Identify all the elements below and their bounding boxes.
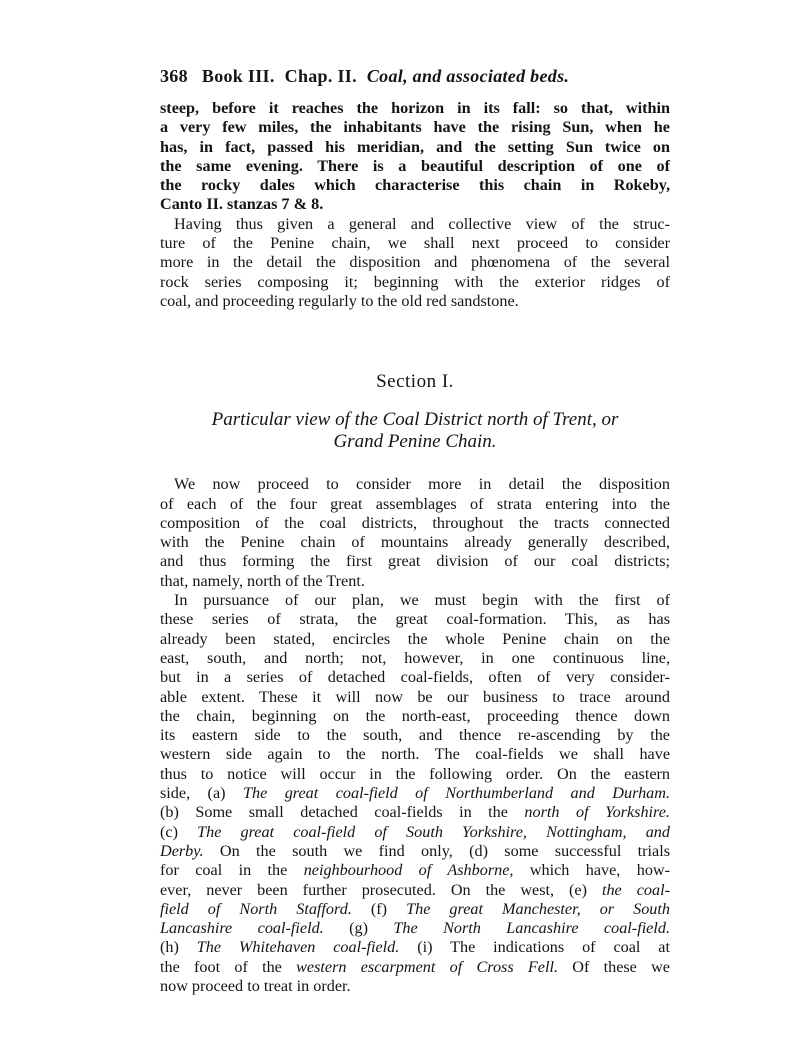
chapter-label: Chap. II. [284,66,357,86]
text-line [160,861,670,880]
text-run: (c) [160,822,198,841]
intro-paragraph [160,99,670,215]
text-line: a very few miles, the inhabitants have the rising Sun, when he [160,118,670,137]
book-label: Book III. [201,66,275,86]
coalfield-name: The great coal-field of Northumberland and Durham. [242,784,670,803]
paragraph-1 [160,475,670,591]
page-number: 368 [160,66,188,86]
text-line: that, namely, north of the Trent. [160,571,365,590]
coalfield-name: field of North Stafford. [160,899,352,918]
text-line: We now proceed to consider more in detail the disposition [174,475,670,494]
text-line: composition of the coal districts, throughout the tracts connected [160,513,670,532]
text-line: In pursuance of our plan, we must begin with the first of [174,591,670,610]
coalfield-name: The North Lancashire coal-field. [393,919,671,938]
text-line [160,842,670,861]
text-run: (b) Some small detached coal-fields in the [160,803,525,822]
text-run: ever, never been further prosecuted. On the west, (e) [160,880,602,899]
section-subtitle-line-2: Grand Penine Chain. [333,431,497,453]
text-line: able extent. These it will now be our business to trace around [160,687,670,706]
text-line: the same evening. There is a beautiful description of one of [160,156,670,175]
text-line: of each of the four great assemblages of strata entering into the [160,494,670,513]
text-line: but in a series of detached coal-fields, often of very consider- [160,668,670,687]
text-line [160,803,670,822]
text-line [160,938,670,957]
coalfield-name: The great Manchester, or South [406,899,670,918]
text-line: Having thus given a general and collective view of the struc- [174,214,670,233]
coalfield-name: the coal- [601,880,670,899]
running-header [160,66,670,87]
coalfield-name: The Whitehaven coal-field. [196,938,400,957]
text-run: which have, how- [513,861,670,880]
book-page [160,66,670,996]
text-line: now proceed to treat in order. [160,976,351,995]
text-line [160,958,670,977]
paragraph-2 [160,591,670,996]
text-line: steep, before it reaches the horizon in its fall: so that, within [160,99,670,117]
coalfield-name: north of Yorkshire. [524,803,670,822]
text-line [160,881,670,900]
text-line [160,823,670,842]
text-run: (h) [160,938,197,957]
text-line: western side again to the north. The coal-fields we shall have [160,745,670,764]
text-run: (i) The indications of coal at [399,938,670,957]
section-title: Section I. [376,371,454,393]
coalfield-name: Lancashire coal-field. [160,919,324,938]
text-run: Of these we [558,957,670,976]
text-line: east, south, and north; not, however, in one continuous line, [160,648,670,667]
text-line: its eastern side to the south, and thence re-ascending by the [160,726,670,745]
text-line: rock series composing it; beginning with the exterior ridges of [160,272,670,291]
text-run: On the south we find only, (d) some successful trials [203,841,670,860]
text-line: has, in fact, passed his meridian, and the setting Sun twice on [160,137,670,156]
text-line: coal, and proceeding regularly to the old red sandstone. [160,291,519,310]
text-line: ture of the Penine chain, we shall next proceed to consider [160,234,670,253]
coalfield-name: neighbourhood of Ashborne, [303,861,514,880]
text-line [160,900,670,919]
text-run: (f) [351,899,407,918]
text-line: and thus forming the first great division of our coal districts; [160,552,670,571]
coalfield-name: Derby. [160,841,204,860]
text-line: the chain, beginning on the north-east, proceeding thence down [160,706,670,725]
header-subject: Coal, and associated beds. [366,66,570,86]
summary-paragraph [160,215,670,311]
text-line: Canto II. stanzas 7 & 8. [160,195,324,214]
text-line: already been stated, encircles the whole Penine chain on the [160,629,670,648]
text-run: side, (a) [160,784,243,803]
text-run: (g) [323,919,394,938]
text-line: the rocky dales which characterise this chain in Rokeby, [160,176,670,195]
text-line: with the Penine chain of mountains already generally described, [160,533,670,552]
text-run: for coal in the [160,861,304,880]
text-run: the foot of the [160,957,297,976]
text-line [160,919,670,938]
text-line: these series of strata, the great coal-formation. This, as has [160,610,670,629]
text-line [160,784,670,803]
section-subtitle-line-1: Particular view of the Coal District north of Trent, or [211,409,619,431]
text-line: more in the detail the disposition and phœnomena of the several [160,253,670,272]
coalfield-name: The great coal-field of South Yorkshire, Nottingham, and [197,822,670,841]
coalfield-name: western escarpment of Cross Fell. [296,957,559,976]
text-line: thus to notice will occur in the following order. On the eastern [160,764,670,783]
